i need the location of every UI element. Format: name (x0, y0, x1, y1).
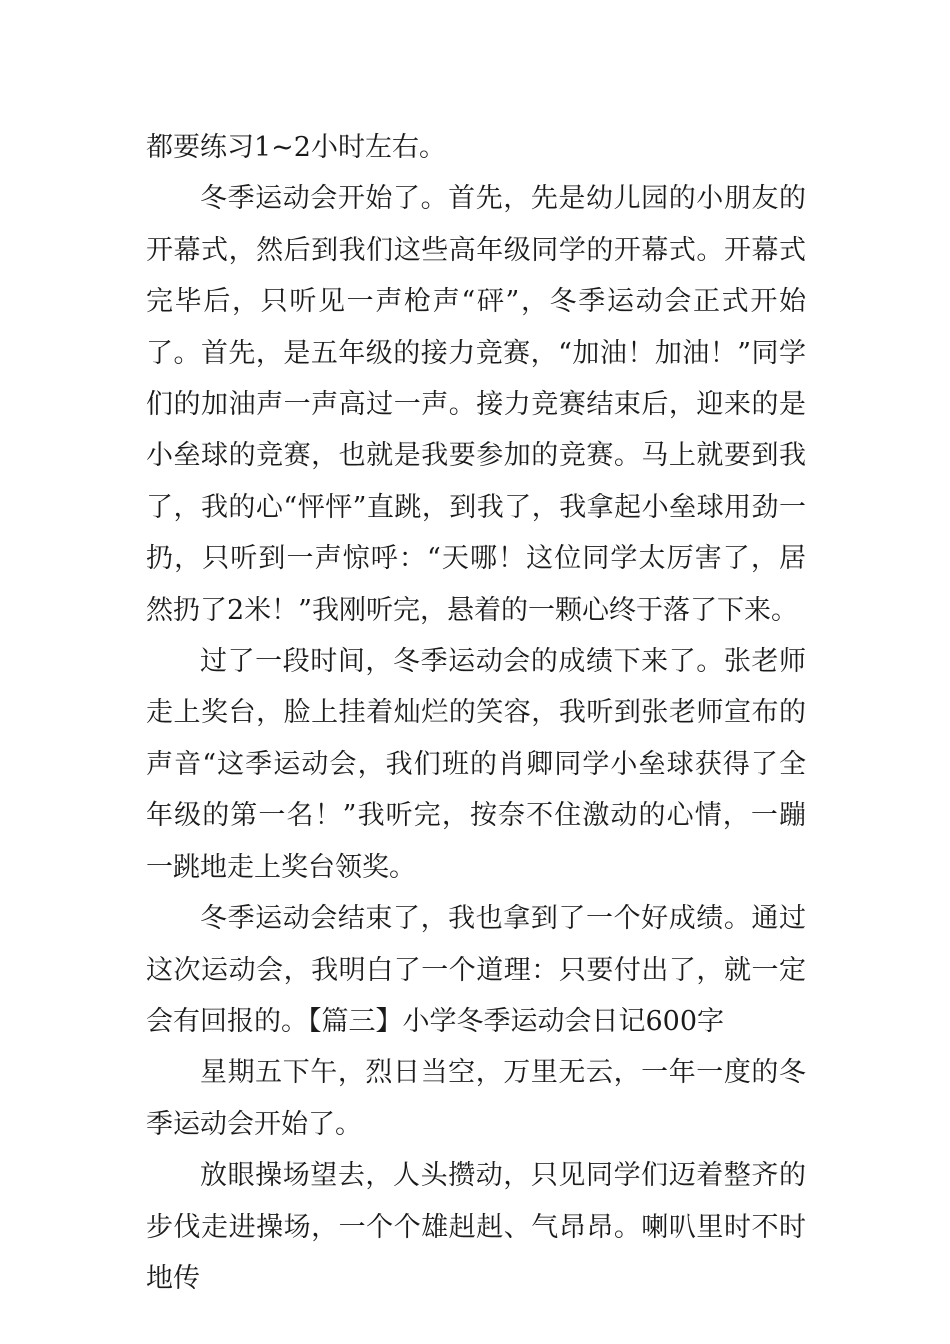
document-body (146, 122, 806, 1304)
paragraph-results: 过了一段时间，冬季运动会的成绩下来了。张老师走上奖台，脸上挂着灿烂的笑容，我听到张老师宣布的声音“这季运动会，我们班的肖卿同学小垒球获得了全年级的第一名！”我听完，按奈不住激动的心情，一蹦一跳地走上奖台领奖。 (146, 646, 806, 883)
paragraph-playground: 放眼操场望去，人头攒动，只见同学们迈着整齐的步伐走进操场，一个个雄赳赳、气昂昂。喇叭里时不时地传 (146, 1160, 806, 1294)
paragraph-friday: 星期五下午，烈日当空，万里无云，一年一度的冬季运动会开始了。 (146, 1057, 806, 1140)
paragraph-continuation: 都要练习1~2小时左右。 (146, 132, 446, 163)
paragraph-games-start: 冬季运动会开始了。首先，先是幼儿园的小朋友的开幕式，然后到我们这些高年级同学的开幕式。开幕式完毕后，只听见一声枪声“砰”，冬季运动会正式开始了。首先，是五年级的接力竞赛，“加油！加油！”同学们的加油声一声高过一声。接力竞赛结束后，迎来的是小垒球的竞赛，也就是我要参加的竞赛。马上就要到我了，我的心“怦怦”直跳，到我了，我拿起小垒球用劲一扔，只听到一声惊呼：“天哪！这位同学太厉害了，居然扔了2米！”我刚听完，悬着的一颗心终于落了下来。 (146, 183, 806, 626)
paragraph-conclusion: 冬季运动会结束了，我也拿到了一个好成绩。通过这次运动会，我明白了一个道理：只要付出了，就一定会有回报的。【篇三】小学冬季运动会日记600字 (146, 903, 806, 1037)
